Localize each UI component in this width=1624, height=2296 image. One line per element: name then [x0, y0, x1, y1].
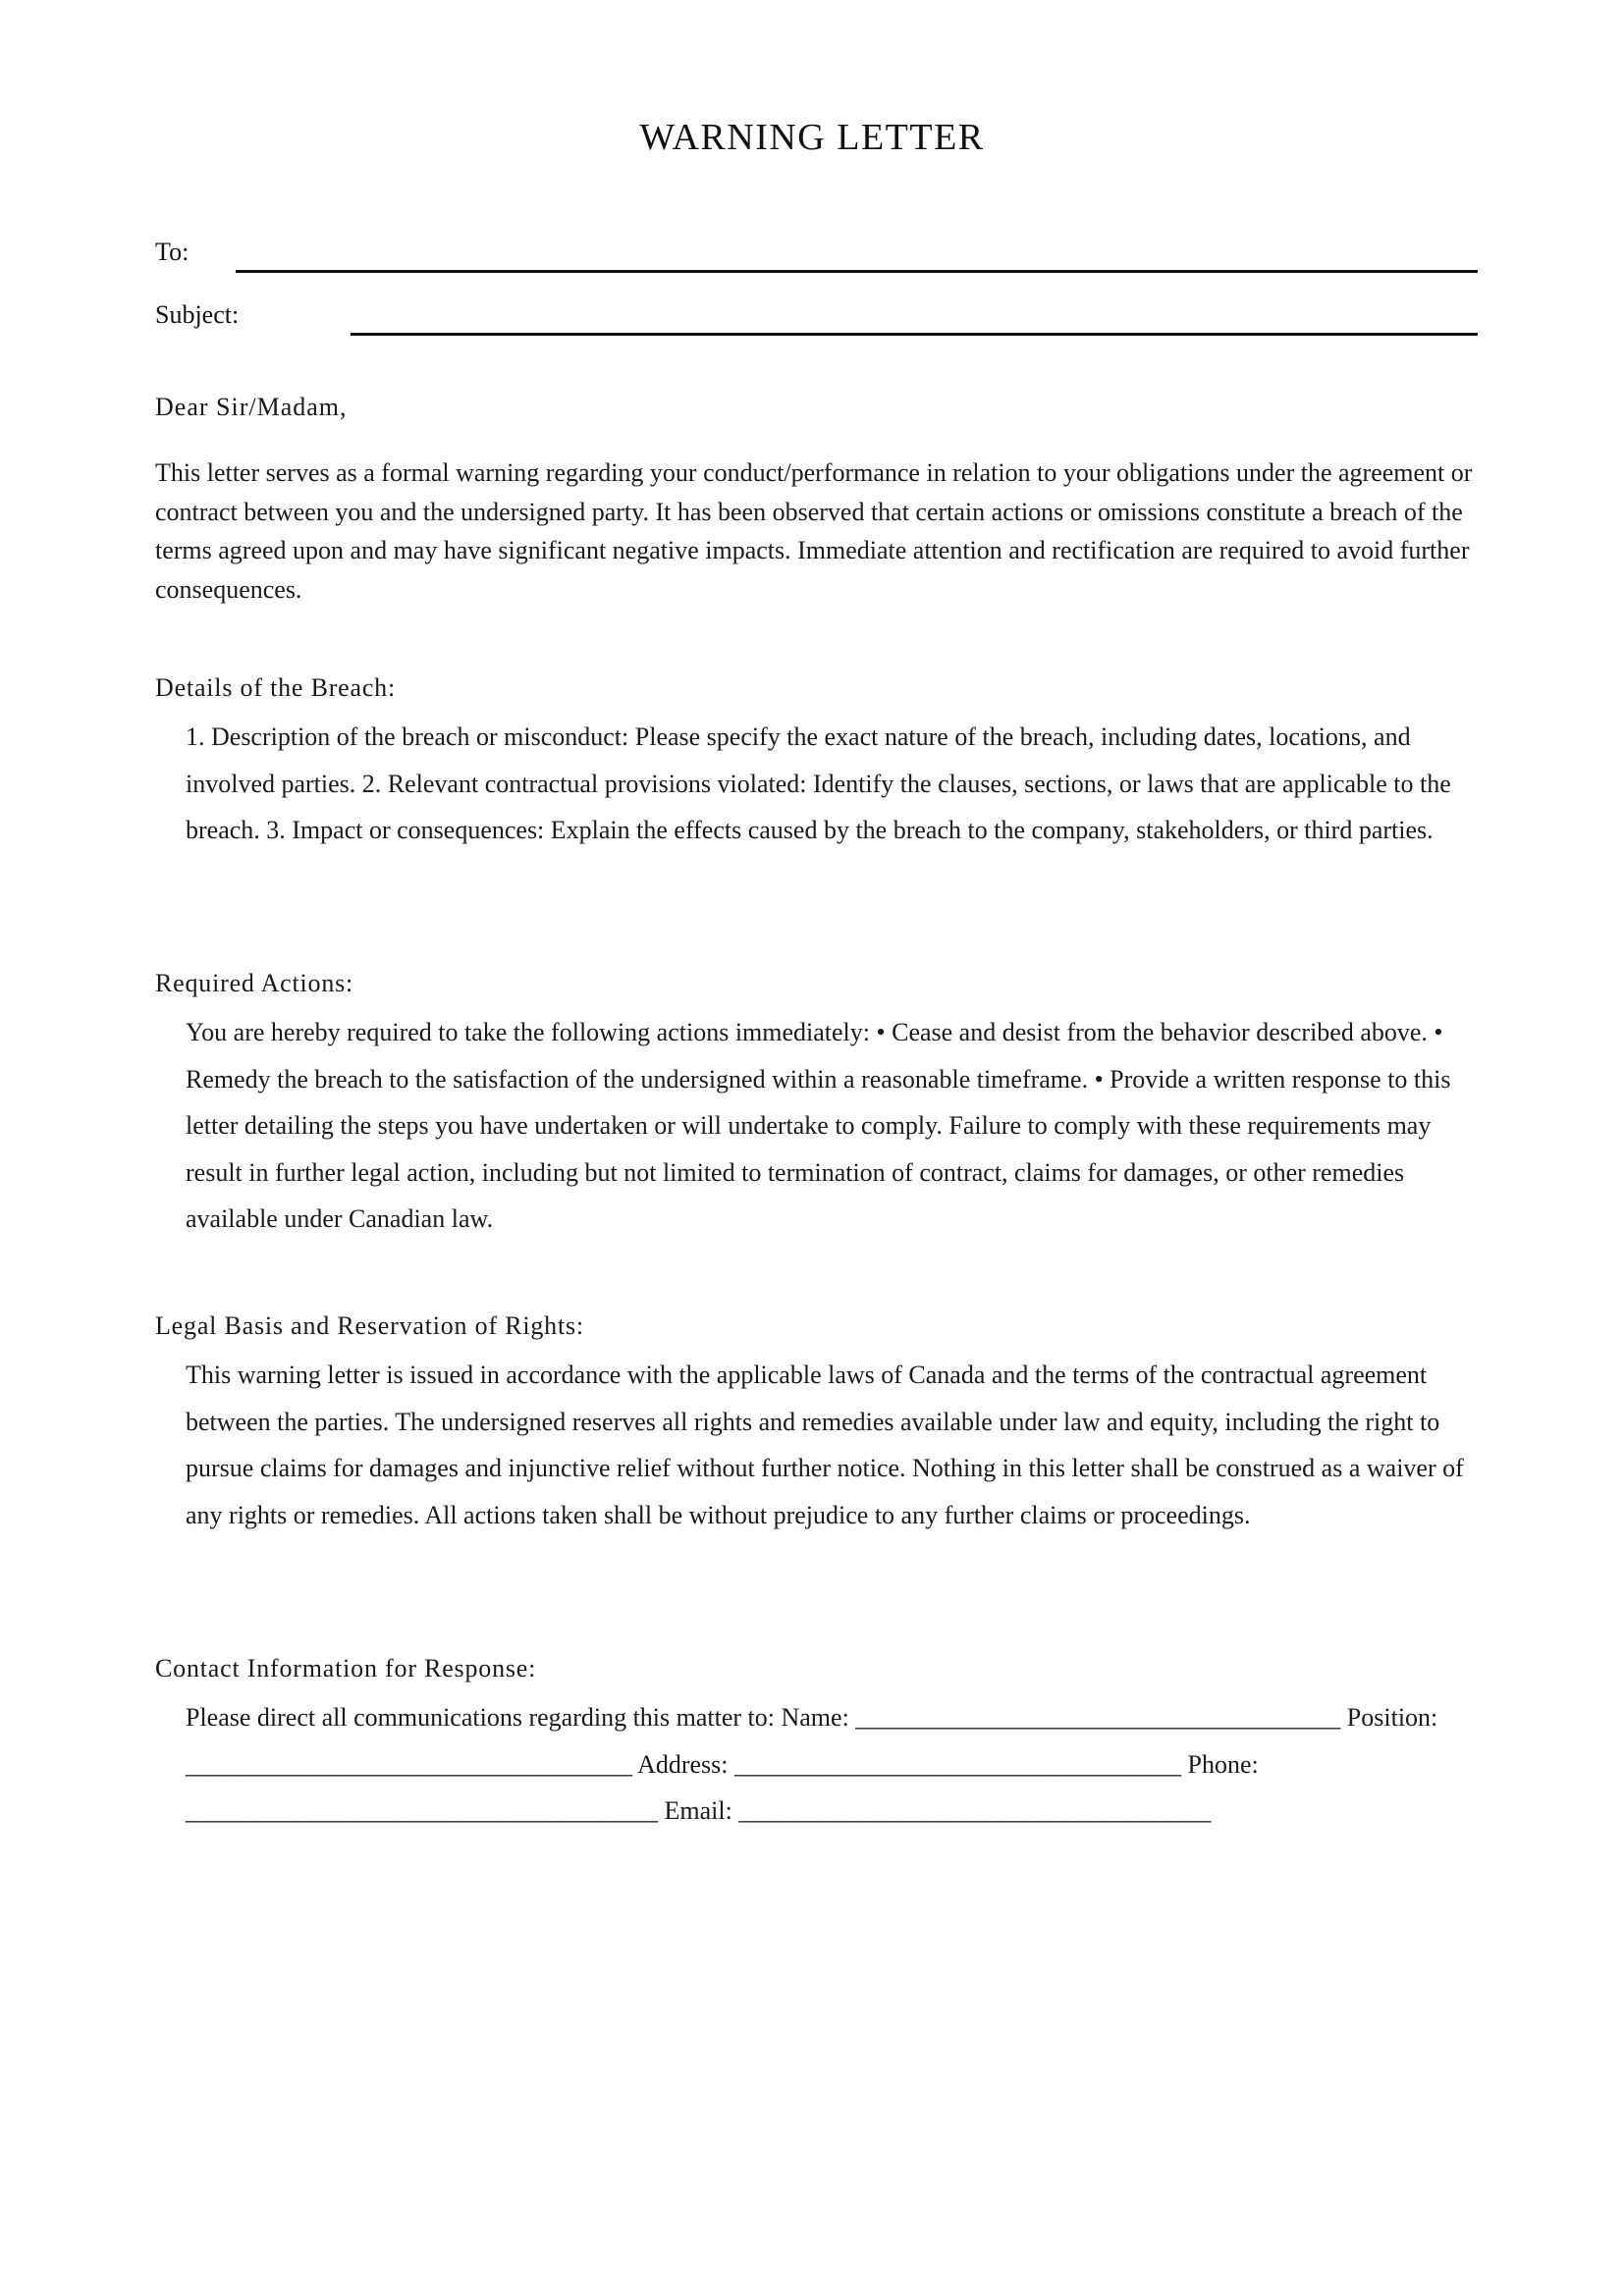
- intro-paragraph: This letter serves as a formal warning regarding your conduct/performance in relation to your obligations under the agreement or contract between you and the undersigned party. It has been observed that certain actions or omissions constitute a breach of the terms agreed upon and may have significant negative impacts. Immediate attention and rectification are required to avoid further consequences.: [155, 458, 1473, 604]
- contact-info-body: Please direct all communications regarding this matter to: Name: ______________________________________ Position: ___________________________________ Address: ___________________________________ Phone: _____________________________________ Email: _____________________________________: [186, 1703, 1438, 1825]
- to-field-line[interactable]: [236, 270, 1478, 273]
- required-actions-heading: Required Actions:: [155, 969, 354, 997]
- breach-details-heading: Details of the Breach:: [155, 673, 397, 702]
- contact-info-heading: Contact Information for Response:: [155, 1654, 537, 1682]
- legal-basis-heading: Legal Basis and Reservation of Rights:: [155, 1311, 584, 1340]
- subject-label: Subject:: [155, 300, 240, 329]
- page-title: WARNING LETTER: [639, 117, 985, 158]
- salutation: Dear Sir/Madam,: [155, 393, 348, 421]
- to-label: To:: [155, 238, 189, 266]
- legal-basis-body: This warning letter is issued in accordance with the applicable laws of Canada and the terms of the contractual agreement between the parties. The undersigned reserves all rights and remedies available under law and equity, including the right to pursue claims for damages and injunctive relief without further notice. Nothing in this letter shall be construed as a waiver of any rights or remedies. All actions taken shall be without prejudice to any further claims or proceedings.: [186, 1361, 1464, 1529]
- required-actions-body: You are hereby required to take the following actions immediately: • Cease and desist from the behavior described above. • Remedy the breach to the satisfaction of the undersigned within a reasonable timeframe. • Provide a written response to this letter detailing the steps you have undertaken or will undertake to comply. Failure to comply with these requirements may result in further legal action, including but not limited to termination of contract, claims for damages, or other remedies available under Canadian law.: [186, 1018, 1451, 1233]
- breach-details-body: 1. Description of the breach or misconduct: Please specify the exact nature of the breach, including dates, locations, and involved parties. 2. Relevant contractual provisions violated: Identify the clauses, sections, or laws that are applicable to the breach. 3. Impact or consequences: Explain the effects caused by the breach to the company, stakeholders, or third parties.: [186, 722, 1451, 844]
- subject-field-line[interactable]: [351, 333, 1478, 336]
